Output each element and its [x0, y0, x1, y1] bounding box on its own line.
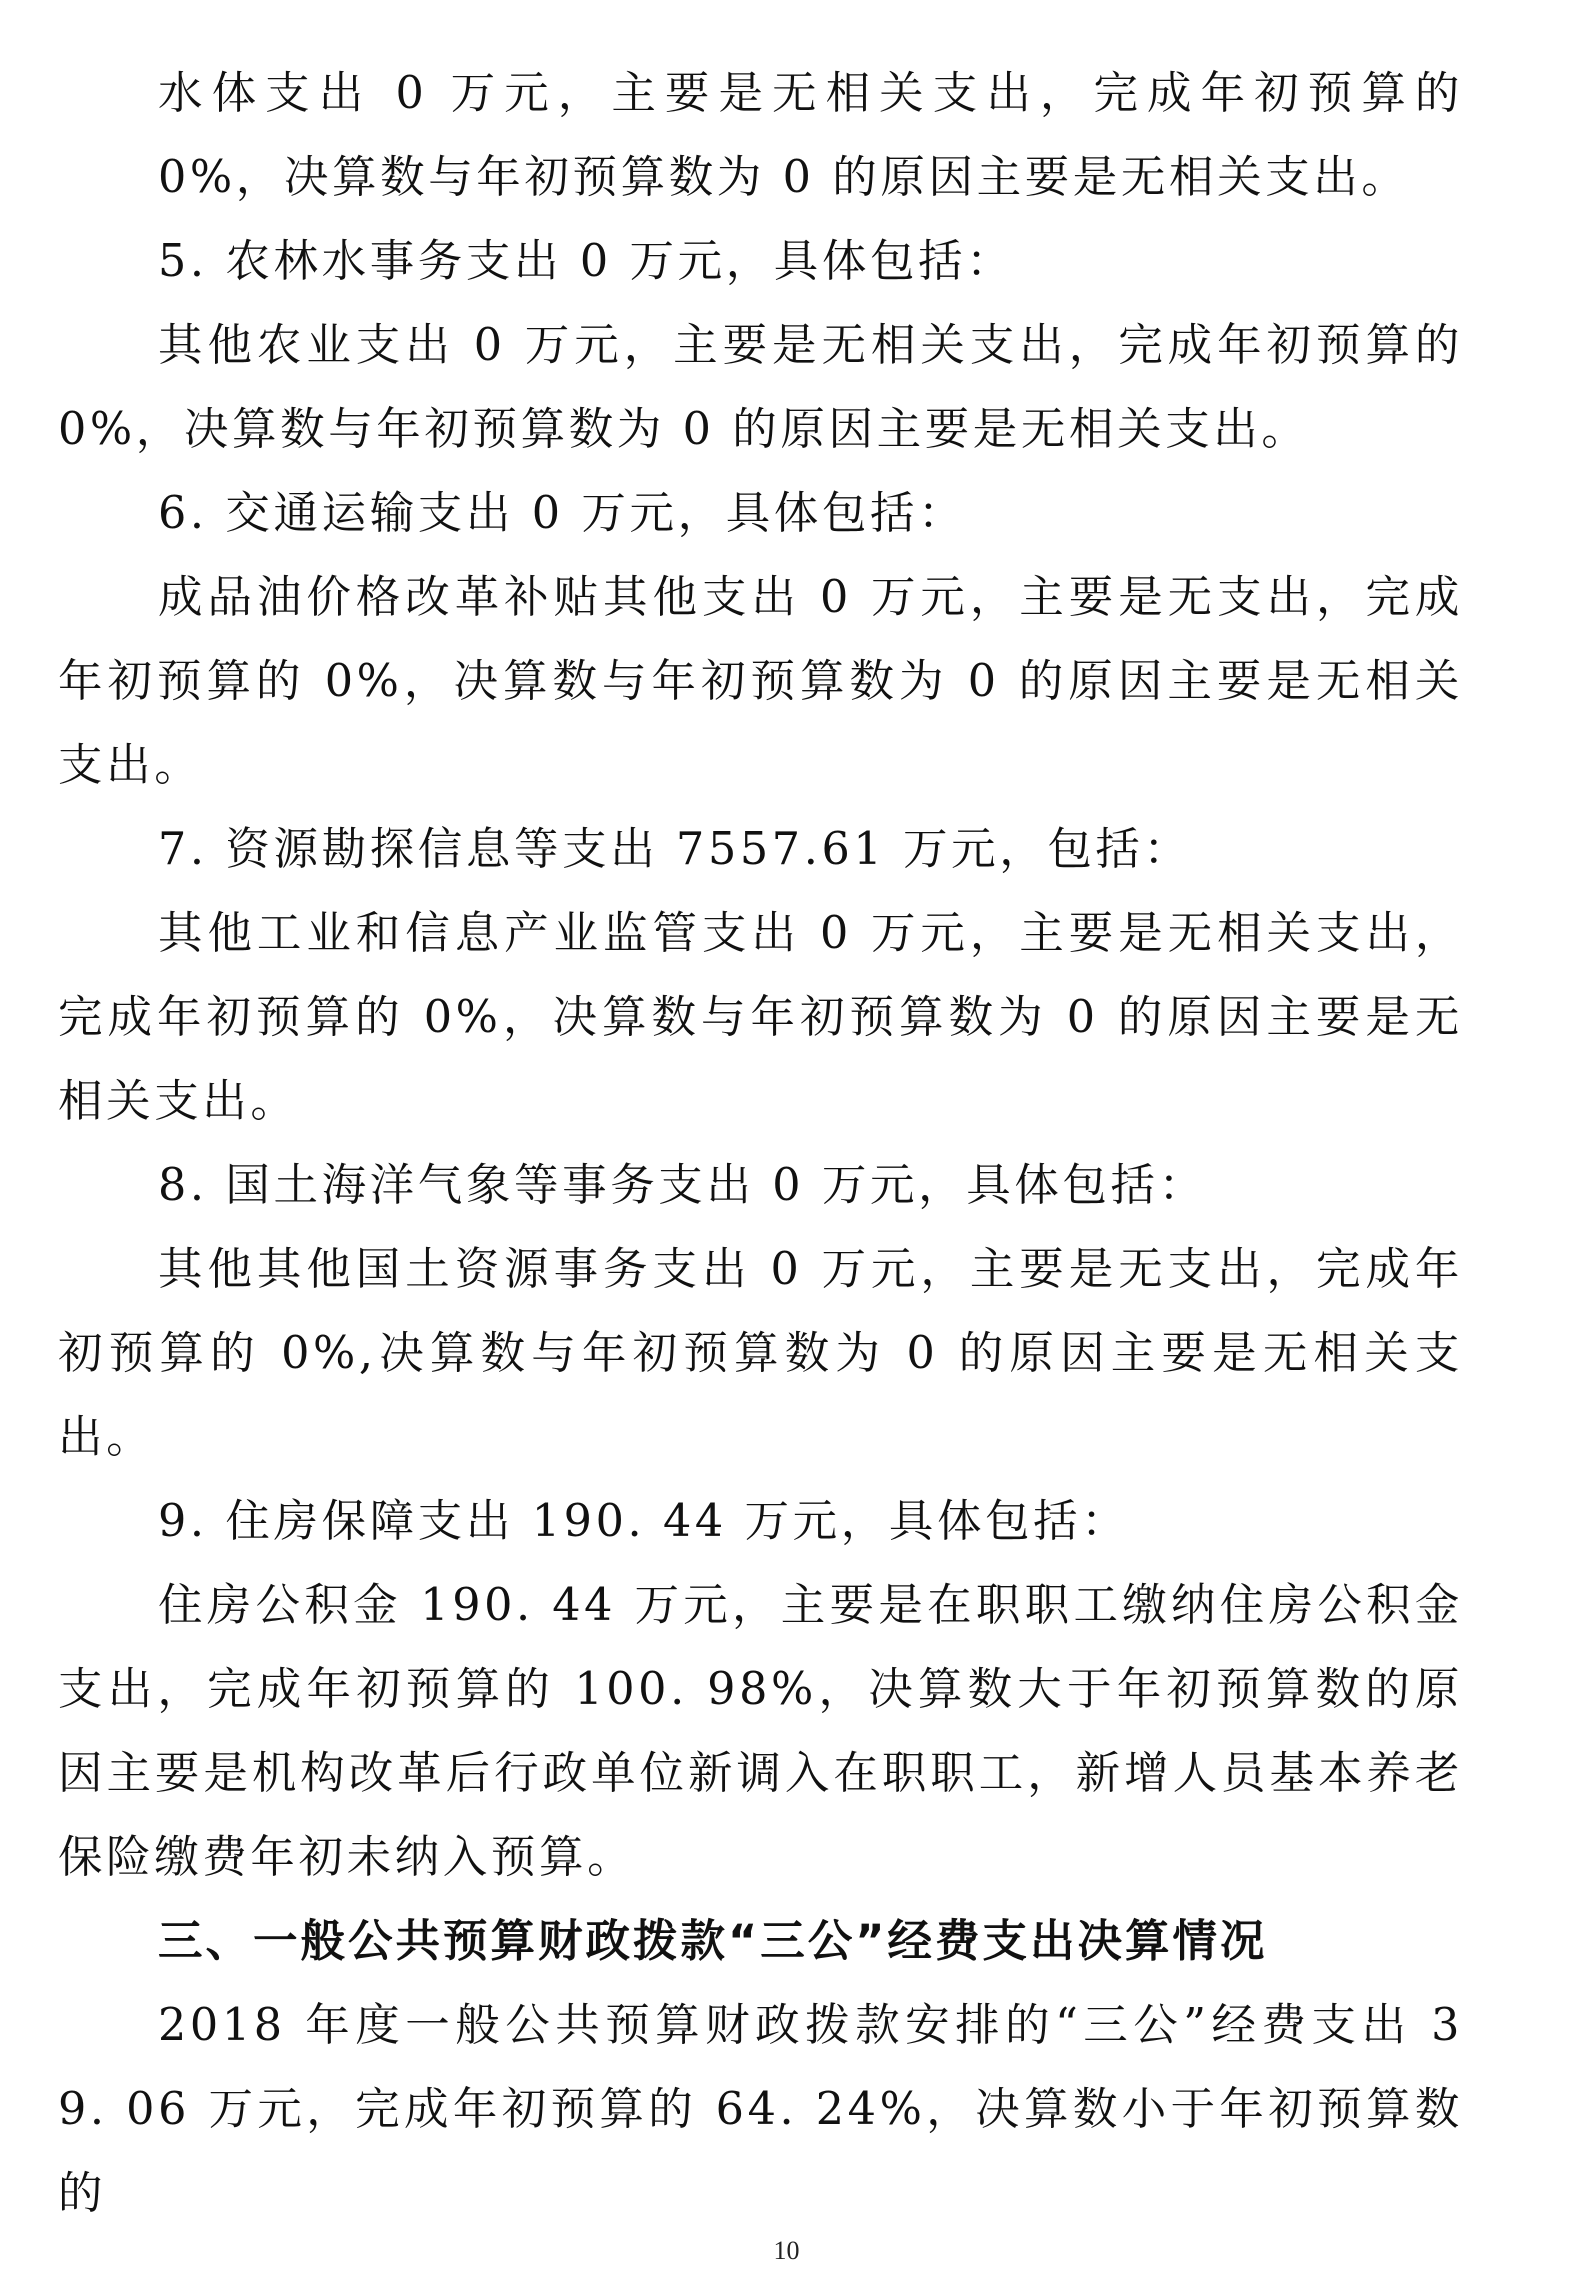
document-body — [58, 52, 1463, 2236]
paragraph-land-resources-expenditure: 其他其他国土资源事务支出 0 万元，主要是无支出，完成年初预算的 0%,决算数与年初预算数为 0 的原因主要是无相关支出。 — [58, 1244, 1463, 1463]
paragraph-item-6-heading: 6. 交通运输支出 0 万元，具体包括： — [158, 488, 967, 539]
paragraph-item-5-heading: 5. 农林水事务支出 0 万元，具体包括： — [158, 236, 1015, 287]
paragraph-housing-fund-expenditure: 住房公积金 190. 44 万元，主要是在职职工缴纳住房公积金支出，完成年初预算的 100. 98%，决算数大于年初预算数的原因主要是机构改革后行政单位新调入在职职工，新增人员基本养老保险缴费年初未纳入预算。 — [58, 1580, 1463, 1883]
paragraph-item-8-heading: 8. 国土海洋气象等事务支出 0 万元，具体包括： — [158, 1160, 1207, 1211]
paragraph-item-7-heading: 7. 资源勘探信息等支出 7557.61 万元，包括： — [158, 824, 1192, 875]
section-heading-three-public: 三、一般公共预算财政拨款“三公”经费支出决算情况 — [158, 1916, 1268, 1967]
paragraph-industry-expenditure: 其他工业和信息产业监管支出 0 万元，主要是无相关支出，完成年初预算的 0%，决算数与年初预算数为 0 的原因主要是无相关支出。 — [58, 908, 1463, 1127]
paragraph-agriculture-expenditure: 其他农业支出 0 万元，主要是无相关支出，完成年初预算的 0%，决算数与年初预算数为 0 的原因主要是无相关支出。 — [58, 320, 1463, 455]
paragraph-water-expenditure: 水体支出 0 万元，主要是无相关支出，完成年初预算的 0%，决算数与年初预算数为 0 的原因主要是无相关支出。 — [158, 68, 1463, 203]
paragraph-item-9-heading: 9. 住房保障支出 190. 44 万元，具体包括： — [158, 1496, 1130, 1547]
paragraph-oil-subsidy-expenditure: 成品油价格改革补贴其他支出 0 万元，主要是无支出，完成年初预算的 0%，决算数与年初预算数为 0 的原因主要是无相关支出。 — [58, 572, 1463, 791]
page-number: 10 — [773, 2236, 800, 2265]
paragraph-three-public-summary: 2018 年度一般公共预算财政拨款安排的“三公”经费支出 39. 06 万元，完成年初预算的 64. 24%，决算数小于年初预算数的 — [58, 2000, 1463, 2219]
